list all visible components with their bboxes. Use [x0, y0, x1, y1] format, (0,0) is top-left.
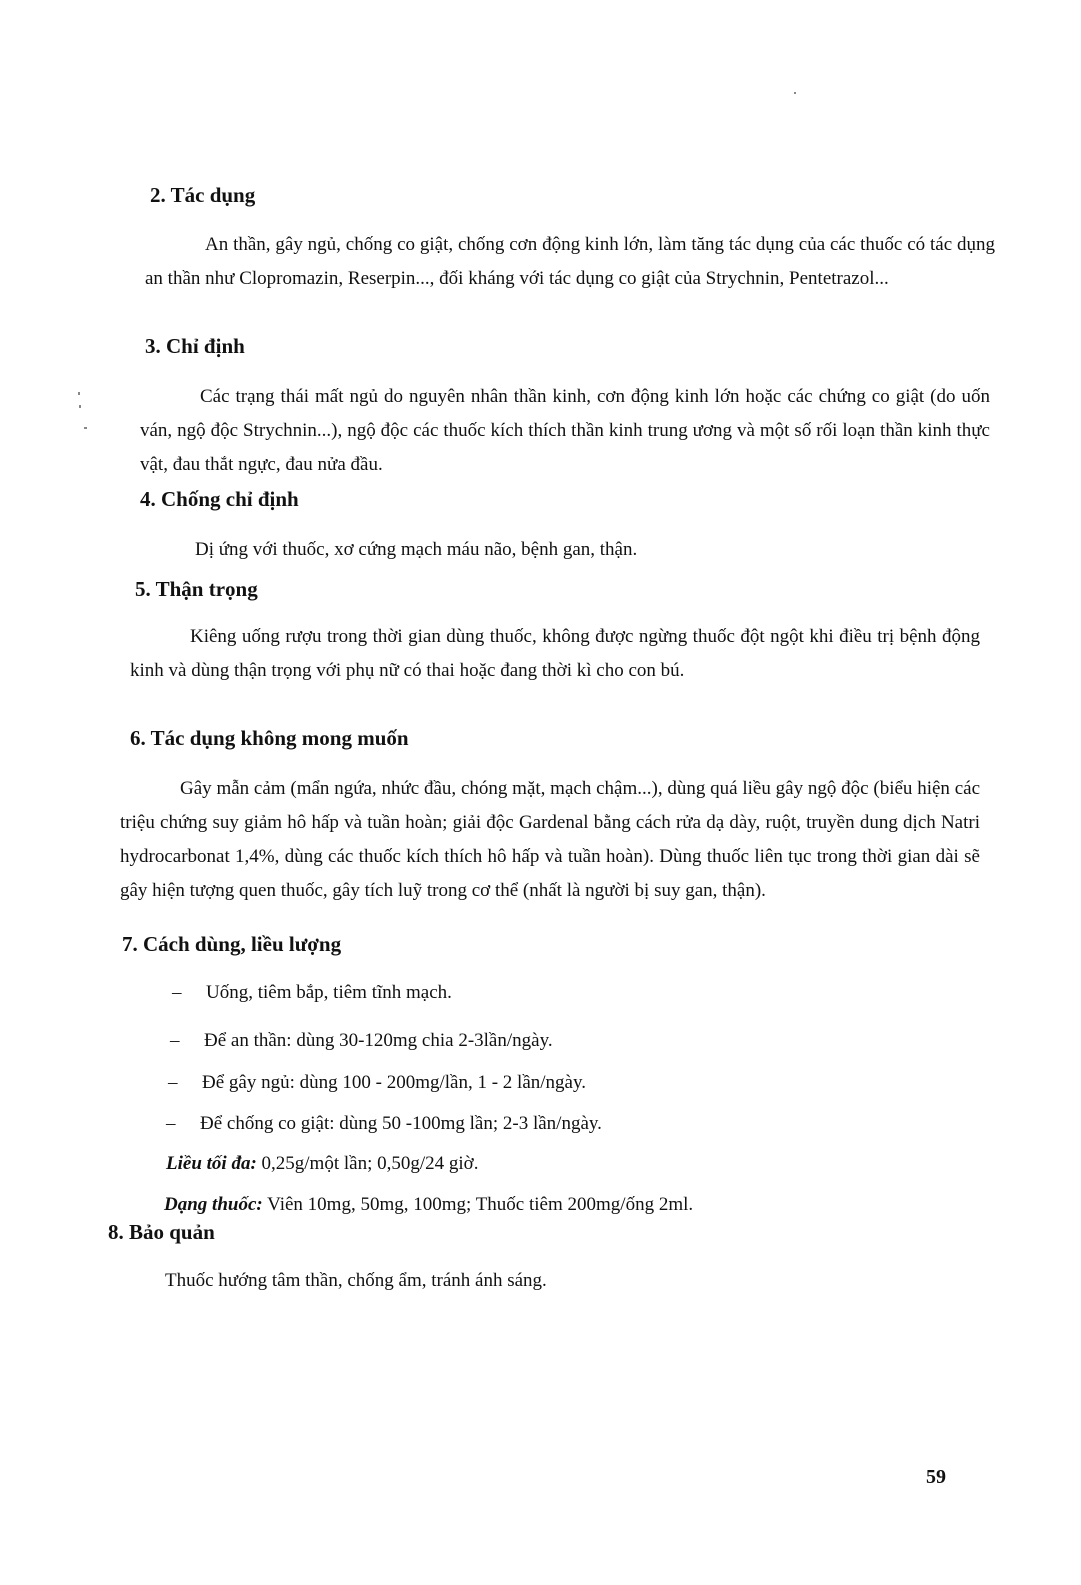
dosage-bullet	[170, 1030, 553, 1052]
section-heading-4: 4. Chống chỉ định	[140, 487, 299, 511]
dosage-form-line	[164, 1194, 693, 1216]
section-heading-6: 6. Tác dụng không mong muốn	[130, 726, 409, 750]
scan-mark	[84, 427, 87, 429]
section-text-4: Dị ứng với thuốc, xơ cứng mạch máu não, bệnh gan, thận.	[195, 539, 638, 560]
max-dose-value: 0,25g/một lần; 0,50g/24 giờ.	[261, 1153, 479, 1174]
dosage-bullet	[168, 1072, 586, 1094]
section-heading-2: 2. Tác dụng	[150, 183, 256, 207]
section-heading-8: 8. Bảo quản	[108, 1220, 215, 1244]
dosage-bullet	[172, 982, 452, 1004]
section-text-2: An thần, gây ngủ, chống co giật, chống cơn động kinh lớn, làm tăng tác dụng của các thuốc có tác dụng an thần như Clopromazin, Reserpin..., đối kháng với tác dụng co giật của Strychnin, Pentetrazol...	[145, 234, 995, 289]
max-dose-label: Liều tối đa:	[166, 1153, 257, 1174]
bullet-text: Để gây ngủ: dùng 100 - 200mg/lần, 1 - 2 lần/ngày.	[202, 1072, 586, 1093]
dash-marker: –	[172, 982, 182, 1003]
section-text-3: Các trạng thái mất ngủ do nguyên nhân thần kinh, cơn động kinh lớn hoặc các chứng co giật (do uốn ván, ngộ độc Strychnin...), ngộ độc các thuốc kích thích thần kinh trung ương và một số rối loạn thần kinh thực vật, đau thắt ngực, đau nửa đầu.	[140, 386, 990, 475]
bullet-text: Uống, tiêm bắp, tiêm tĩnh mạch.	[206, 982, 452, 1003]
dash-marker: –	[168, 1072, 178, 1093]
max-dose-line	[166, 1153, 478, 1175]
section-heading-7: 7. Cách dùng, liều lượng	[122, 932, 342, 956]
dash-marker: –	[166, 1113, 176, 1134]
page-number: 59	[926, 1466, 946, 1488]
scan-mark	[78, 392, 80, 395]
section-text-6: Gây mẫn cảm (mẩn ngứa, nhức đầu, chóng mặt, mạch chậm...), dùng quá liều gây ngộ độc (biểu hiện các triệu chứng suy giảm hô hấp và tuần hoàn; giải độc Gardenal bằng cách rửa dạ dày, ruột, truyền dung dịch Natri hydrocarbonat 1,4%, dùng các thuốc kích thích hô hấp và tuần hoàn). Dùng thuốc liên tục trong thời gian dài sẽ gây hiện tượng quen thuốc, gây tích luỹ trong cơ thể (nhất là người bị suy gan, thận).	[120, 778, 980, 901]
dosage-bullet	[166, 1113, 602, 1135]
bullet-text: Để an thần: dùng 30-120mg chia 2-3lần/ngày.	[204, 1030, 553, 1051]
section-heading-5: 5. Thận trọng	[135, 577, 258, 601]
dosage-form-value: Viên 10mg, 50mg, 100mg; Thuốc tiêm 200mg/ống 2ml.	[267, 1194, 694, 1215]
section-text-5: Kiêng uống rượu trong thời gian dùng thuốc, không được ngừng thuốc đột ngột khi điều trị bệnh động kinh và dùng thận trọng với phụ nữ có thai hoặc đang thời kì cho con bú.	[130, 626, 980, 681]
dosage-form-label: Dạng thuốc:	[164, 1194, 263, 1215]
section-heading-3: 3. Chỉ định	[145, 334, 245, 358]
scan-mark	[79, 405, 81, 408]
section-text-8: Thuốc hướng tâm thần, chống ẩm, tránh ánh sáng.	[165, 1270, 547, 1291]
dash-marker: –	[170, 1030, 180, 1051]
scan-mark	[794, 92, 796, 94]
bullet-text: Để chống co giật: dùng 50 -100mg lần; 2-3 lần/ngày.	[200, 1113, 602, 1134]
